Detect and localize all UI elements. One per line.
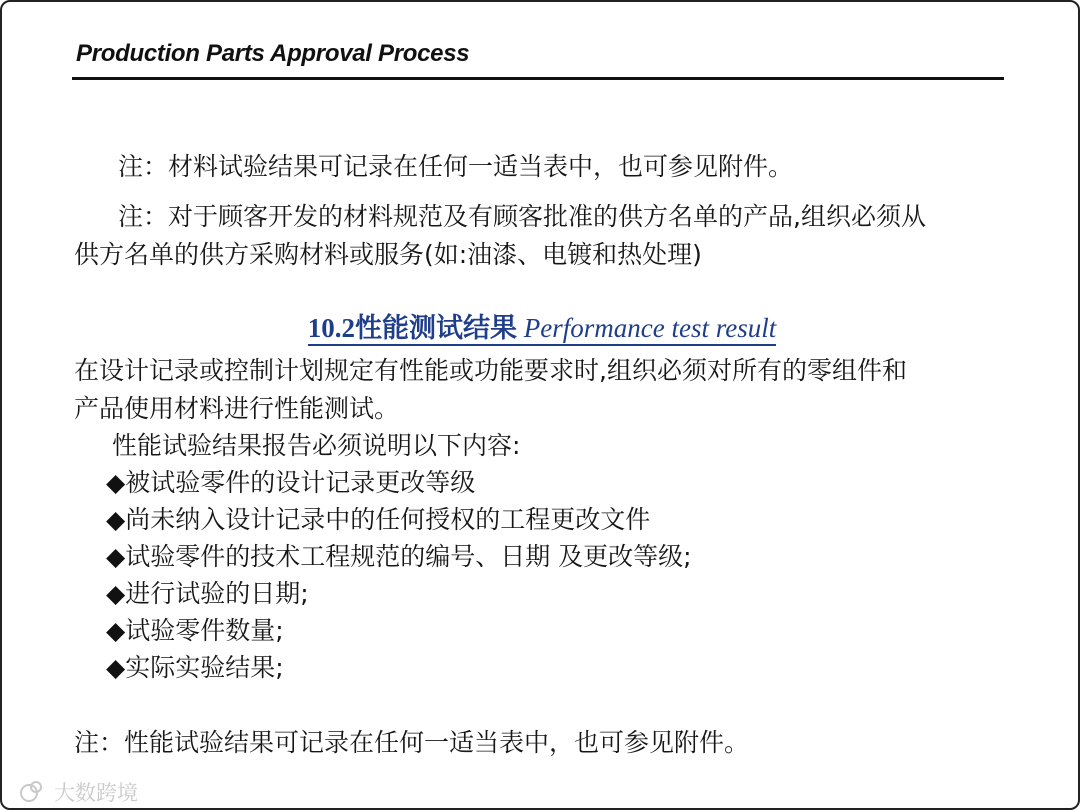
note-performance-record: 注：性能试验结果可记录在任何一适当表中，也可参见附件。 xyxy=(74,728,750,757)
watermark-text: 大数跨境 xyxy=(54,781,138,805)
list-item-text: 进行试验的日期; xyxy=(125,579,309,608)
intro-line-2: 产品使用材料进行性能测试。 xyxy=(74,394,400,423)
section-heading xyxy=(2,312,1080,346)
watermark xyxy=(20,777,138,807)
page-title: Production Parts Approval Process xyxy=(76,40,470,67)
list-item-text: 实际实验结果; xyxy=(125,653,284,682)
intro-line-1: 在设计记录或控制计划规定有性能或功能要求时,组织必须对所有的零组件和 xyxy=(74,356,907,385)
list-item xyxy=(106,614,284,648)
note-materials-record: 注：材料试验结果可记录在任何一适当表中，也可参见附件。 xyxy=(118,152,794,181)
bullet-diamond-icon: ◆ xyxy=(106,653,126,682)
report-lead: 性能试验结果报告必须说明以下内容: xyxy=(112,431,521,460)
bullet-diamond-icon: ◆ xyxy=(106,468,126,497)
note-supplier-list-line2: 供方名单的供方采购材料或服务(如:油漆、电镀和热处理) xyxy=(74,240,702,269)
bullet-diamond-icon: ◆ xyxy=(106,542,126,571)
brand-logo-icon xyxy=(20,781,48,803)
list-item-text: 试验零件数量; xyxy=(125,616,284,645)
list-item-text: 尚未纳入设计记录中的任何授权的工程更改文件 xyxy=(125,505,651,534)
header-divider xyxy=(72,77,1004,80)
bullet-diamond-icon: ◆ xyxy=(106,579,126,608)
list-item xyxy=(106,540,692,574)
section-heading-cn: 10.2性能测试结果 xyxy=(307,313,518,343)
list-item-text: 试验零件的技术工程规范的编号、日期 及更改等级; xyxy=(125,542,692,571)
list-item xyxy=(106,651,284,685)
bullet-diamond-icon: ◆ xyxy=(106,505,126,534)
note-supplier-list-line1: 注：对于顾客开发的材料规范及有顾客批准的供方名单的产品,组织必须从 xyxy=(118,202,926,231)
list-item xyxy=(106,577,309,611)
section-heading-en: Performance test result xyxy=(523,313,777,343)
list-item xyxy=(106,503,650,537)
list-item xyxy=(106,466,475,500)
list-item-text: 被试验零件的设计记录更改等级 xyxy=(125,468,476,497)
bullet-diamond-icon: ◆ xyxy=(106,616,126,645)
